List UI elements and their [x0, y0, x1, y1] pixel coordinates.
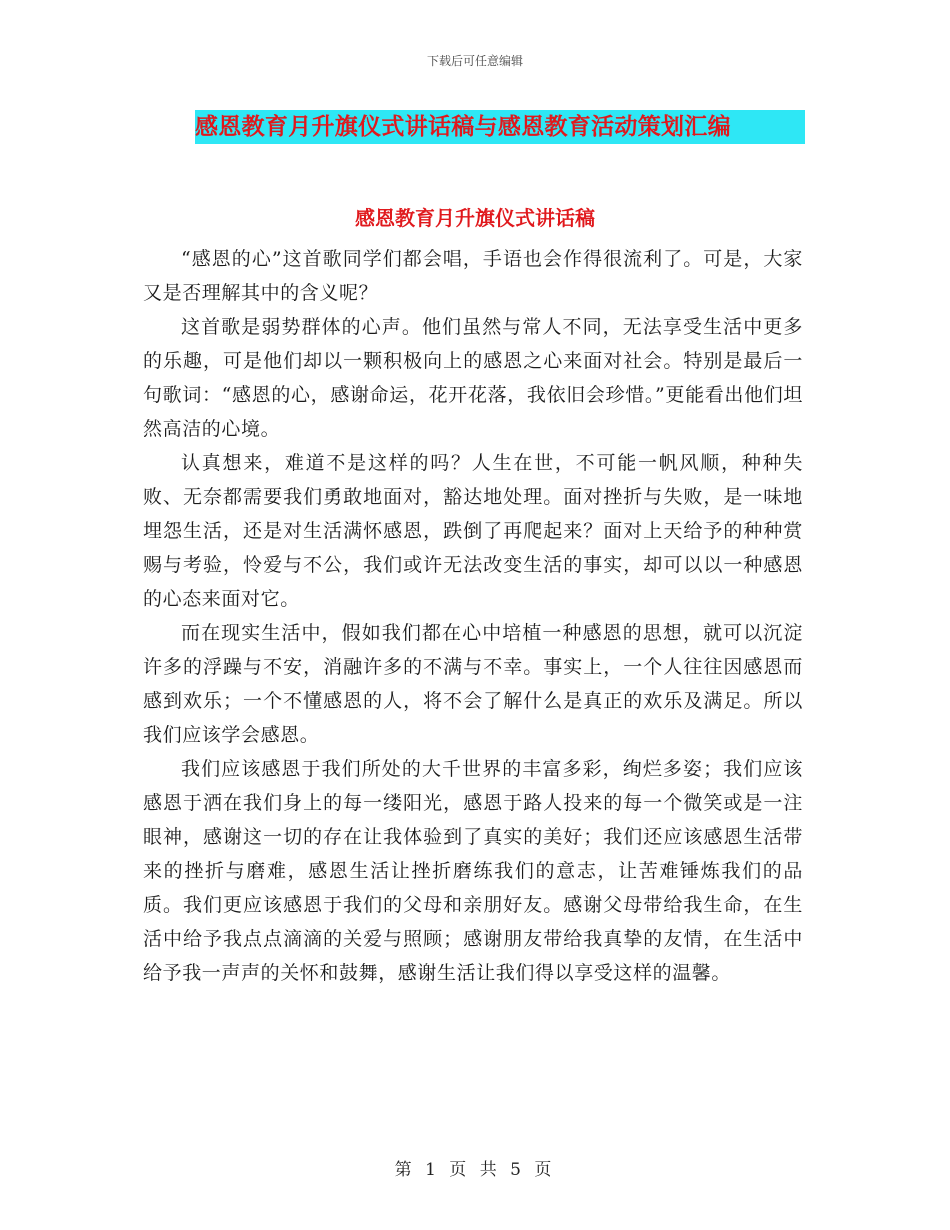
paragraph: “感恩的心”这首歌同学们都会唱，手语也会作得很流利了。可是，大家又是否理解其中的含义呢？ — [143, 248, 803, 304]
main-title-highlight — [195, 110, 805, 144]
article-body — [143, 242, 803, 990]
page-header-note: 下载后可任意编辑 — [426, 54, 523, 68]
section-title: 感恩教育月升旗仪式讲话稿 — [355, 206, 595, 230]
page-number: 第 1 页 共 5 页 — [394, 1160, 556, 1180]
main-title: 感恩教育月升旗仪式讲话稿与感恩教育活动策划汇编 — [195, 113, 731, 140]
paragraph: 这首歌是弱势群体的心声。他们虽然与常人不同，无法享受生活中更多的乐趣，可是他们却以一颗积极向上的感恩之心来面对社会。特别是最后一句歌词：“感恩的心，感谢命运，花开花落，我依旧会珍惜。”更能看出他们坦然高洁的心境。 — [143, 316, 803, 440]
paragraph: 而在现实生活中，假如我们都在心中培植一种感恩的思想，就可以沉淀许多的浮躁与不安，消融许多的不满与不幸。事实上，一个人往往因感恩而感到欢乐；一个不懂感恩的人，将不会了解什么是真正的欢乐及满足。所以我们应该学会感恩。 — [143, 622, 803, 746]
paragraph: 我们应该感恩于我们所处的大千世界的丰富多彩，绚烂多姿；我们应该感恩于洒在我们身上的每一缕阳光，感恩于路人投来的每一个微笑或是一注眼神，感谢这一切的存在让我体验到了真实的美好；我们还应该感恩生活带来的挫折与磨难，感恩生活让挫折磨练我们的意志，让苦难锤炼我们的品质。我们更应该感恩于我们的父母和亲朋好友。感谢父母带给我生命，在生活中给予我点点滴滴的关爱与照顾；感谢朋友带给我真挚的友情，在生活中给予我一声声的关怀和鼓舞，感谢生活让我们得以享受这样的温馨。 — [143, 758, 803, 984]
paragraph: 认真想来，难道不是这样的吗？人生在世，不可能一帆风顺，种种失败、无奈都需要我们勇敢地面对，豁达地处理。面对挫折与失败，是一味地埋怨生活，还是对生活满怀感恩，跌倒了再爬起来？面对上天给予的种种赏赐与考验，怜爱与不公，我们或许无法改变生活的事实，却可以以一种感恩的心态来面对它。 — [143, 452, 803, 610]
